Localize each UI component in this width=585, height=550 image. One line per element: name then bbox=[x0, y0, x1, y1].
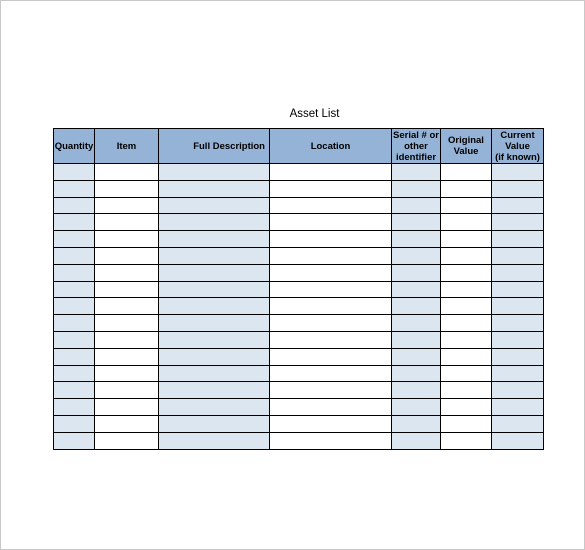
table-cell[interactable] bbox=[95, 365, 159, 382]
table-cell[interactable] bbox=[54, 415, 95, 432]
table-cell[interactable] bbox=[54, 231, 95, 248]
table-cell[interactable] bbox=[392, 315, 441, 332]
table-cell[interactable] bbox=[441, 382, 492, 399]
table-row bbox=[54, 281, 544, 298]
table-cell[interactable] bbox=[392, 180, 441, 197]
table-cell[interactable] bbox=[441, 415, 492, 432]
table-cell[interactable] bbox=[392, 348, 441, 365]
table-cell[interactable] bbox=[159, 399, 270, 416]
document-title: Asset List bbox=[289, 108, 340, 120]
table-cell[interactable] bbox=[95, 315, 159, 332]
table-cell[interactable] bbox=[441, 315, 492, 332]
table-cell[interactable] bbox=[441, 214, 492, 231]
table-cell[interactable] bbox=[270, 298, 392, 315]
table-cell[interactable] bbox=[159, 298, 270, 315]
table-cell[interactable] bbox=[159, 214, 270, 231]
table-cell[interactable] bbox=[54, 247, 95, 264]
table-cell[interactable] bbox=[492, 180, 544, 197]
table-cell[interactable] bbox=[159, 382, 270, 399]
column-header-serial-identifier: Serial # or other identifier bbox=[393, 129, 439, 163]
table-cell[interactable] bbox=[492, 348, 544, 365]
column-header-item: Item bbox=[95, 129, 159, 164]
table-cell[interactable] bbox=[159, 197, 270, 214]
table-cell[interactable] bbox=[270, 432, 392, 449]
table-cell[interactable] bbox=[54, 365, 95, 382]
table-cell[interactable] bbox=[95, 214, 159, 231]
table-cell[interactable] bbox=[441, 365, 492, 382]
table-row bbox=[54, 415, 544, 432]
table-cell[interactable] bbox=[392, 197, 441, 214]
table-row bbox=[54, 264, 544, 281]
table-cell[interactable] bbox=[270, 348, 392, 365]
table-cell[interactable] bbox=[270, 214, 392, 231]
table-cell[interactable] bbox=[441, 180, 492, 197]
table-cell[interactable] bbox=[270, 331, 392, 348]
table-cell[interactable] bbox=[492, 214, 544, 231]
table-cell[interactable] bbox=[441, 399, 492, 416]
table-cell[interactable] bbox=[441, 331, 492, 348]
table-cell[interactable] bbox=[95, 298, 159, 315]
table-cell[interactable] bbox=[270, 164, 392, 181]
table-cell[interactable] bbox=[54, 298, 95, 315]
table-cell[interactable] bbox=[54, 281, 95, 298]
table-cell[interactable] bbox=[392, 298, 441, 315]
table-cell[interactable] bbox=[492, 365, 544, 382]
table-cell[interactable] bbox=[159, 281, 270, 298]
table-row bbox=[54, 348, 544, 365]
table-row bbox=[54, 247, 544, 264]
table-cell[interactable] bbox=[492, 399, 544, 416]
table-cell[interactable] bbox=[392, 164, 441, 181]
table-cell[interactable] bbox=[270, 247, 392, 264]
table-cell[interactable] bbox=[441, 197, 492, 214]
table-cell[interactable] bbox=[270, 197, 392, 214]
table-cell[interactable] bbox=[270, 281, 392, 298]
table-cell[interactable] bbox=[492, 382, 544, 399]
table-cell[interactable] bbox=[95, 264, 159, 281]
table-cell[interactable] bbox=[159, 315, 270, 332]
table-cell[interactable] bbox=[392, 214, 441, 231]
table-cell[interactable] bbox=[159, 331, 270, 348]
column-header-quantity: Quantity bbox=[54, 129, 95, 164]
table-cell[interactable] bbox=[441, 298, 492, 315]
table-cell[interactable] bbox=[392, 365, 441, 382]
asset-list-table bbox=[53, 128, 544, 450]
table-row bbox=[54, 164, 544, 181]
table-cell[interactable] bbox=[270, 415, 392, 432]
table-cell[interactable] bbox=[392, 231, 441, 248]
table-cell[interactable] bbox=[159, 348, 270, 365]
table-cell[interactable] bbox=[95, 247, 159, 264]
table-row bbox=[54, 399, 544, 416]
table-cell[interactable] bbox=[392, 331, 441, 348]
table-cell[interactable] bbox=[492, 432, 544, 449]
table-cell[interactable] bbox=[492, 415, 544, 432]
table-cell[interactable] bbox=[270, 180, 392, 197]
table-cell[interactable] bbox=[492, 281, 544, 298]
table-row bbox=[54, 382, 544, 399]
table-cell[interactable] bbox=[492, 331, 544, 348]
column-header-original-value: Original Value bbox=[441, 129, 492, 164]
table-cell[interactable] bbox=[270, 365, 392, 382]
table-row bbox=[54, 214, 544, 231]
table-cell[interactable] bbox=[392, 415, 441, 432]
table-row bbox=[54, 365, 544, 382]
table-cell[interactable] bbox=[95, 348, 159, 365]
table-row bbox=[54, 180, 544, 197]
table-cell[interactable] bbox=[270, 264, 392, 281]
table-cell[interactable] bbox=[270, 382, 392, 399]
table-cell[interactable] bbox=[492, 264, 544, 281]
column-header-current-value: Current Value (if known) bbox=[492, 129, 544, 164]
table-cell[interactable] bbox=[159, 432, 270, 449]
table-cell[interactable] bbox=[441, 432, 492, 449]
table-cell[interactable] bbox=[492, 197, 544, 214]
table-cell[interactable] bbox=[95, 180, 159, 197]
table-cell[interactable] bbox=[54, 164, 95, 181]
table-cell[interactable] bbox=[492, 315, 544, 332]
table-cell[interactable] bbox=[95, 281, 159, 298]
table-cell[interactable] bbox=[492, 298, 544, 315]
column-header-full-description: Full Description bbox=[159, 129, 270, 164]
table-cell[interactable] bbox=[159, 164, 270, 181]
table-cell[interactable] bbox=[441, 164, 492, 181]
table-cell[interactable] bbox=[441, 281, 492, 298]
table-cell[interactable] bbox=[159, 247, 270, 264]
table-cell[interactable] bbox=[54, 315, 95, 332]
table-row bbox=[54, 331, 544, 348]
table-cell[interactable] bbox=[159, 415, 270, 432]
table-cell[interactable] bbox=[441, 231, 492, 248]
table-cell[interactable] bbox=[54, 264, 95, 281]
column-header-location: Location bbox=[270, 129, 392, 164]
table-cell[interactable] bbox=[54, 382, 95, 399]
table-row bbox=[54, 231, 544, 248]
table-cell[interactable] bbox=[392, 281, 441, 298]
table-cell[interactable] bbox=[392, 264, 441, 281]
table-cell[interactable] bbox=[441, 348, 492, 365]
table-cell[interactable] bbox=[441, 247, 492, 264]
table-cell[interactable] bbox=[159, 264, 270, 281]
table-cell[interactable] bbox=[95, 231, 159, 248]
table-cell[interactable] bbox=[54, 214, 95, 231]
table-row bbox=[54, 298, 544, 315]
table-cell[interactable] bbox=[270, 231, 392, 248]
table-cell[interactable] bbox=[392, 382, 441, 399]
table-body bbox=[54, 164, 544, 450]
table-cell[interactable] bbox=[95, 164, 159, 181]
table-header-row bbox=[54, 129, 544, 164]
table-cell[interactable] bbox=[492, 231, 544, 248]
table-cell[interactable] bbox=[492, 164, 544, 181]
table-cell[interactable] bbox=[54, 331, 95, 348]
table-cell[interactable] bbox=[54, 180, 95, 197]
table-cell[interactable] bbox=[270, 399, 392, 416]
table-cell[interactable] bbox=[159, 180, 270, 197]
table-row bbox=[54, 315, 544, 332]
table-cell[interactable] bbox=[392, 247, 441, 264]
table-cell[interactable] bbox=[159, 365, 270, 382]
table-row bbox=[54, 197, 544, 214]
table-cell[interactable] bbox=[54, 348, 95, 365]
table-cell[interactable] bbox=[392, 399, 441, 416]
table-cell[interactable] bbox=[54, 197, 95, 214]
table-cell[interactable] bbox=[392, 432, 441, 449]
table-cell[interactable] bbox=[159, 231, 270, 248]
table-cell[interactable] bbox=[95, 432, 159, 449]
table-cell[interactable] bbox=[95, 331, 159, 348]
table-cell[interactable] bbox=[54, 399, 95, 416]
table-cell[interactable] bbox=[54, 432, 95, 449]
table-cell[interactable] bbox=[270, 315, 392, 332]
table-cell[interactable] bbox=[492, 247, 544, 264]
table-cell[interactable] bbox=[441, 264, 492, 281]
table-cell[interactable] bbox=[95, 197, 159, 214]
table-row bbox=[54, 432, 544, 449]
table-cell[interactable] bbox=[95, 382, 159, 399]
table-cell[interactable] bbox=[95, 399, 159, 416]
table-cell[interactable] bbox=[95, 415, 159, 432]
